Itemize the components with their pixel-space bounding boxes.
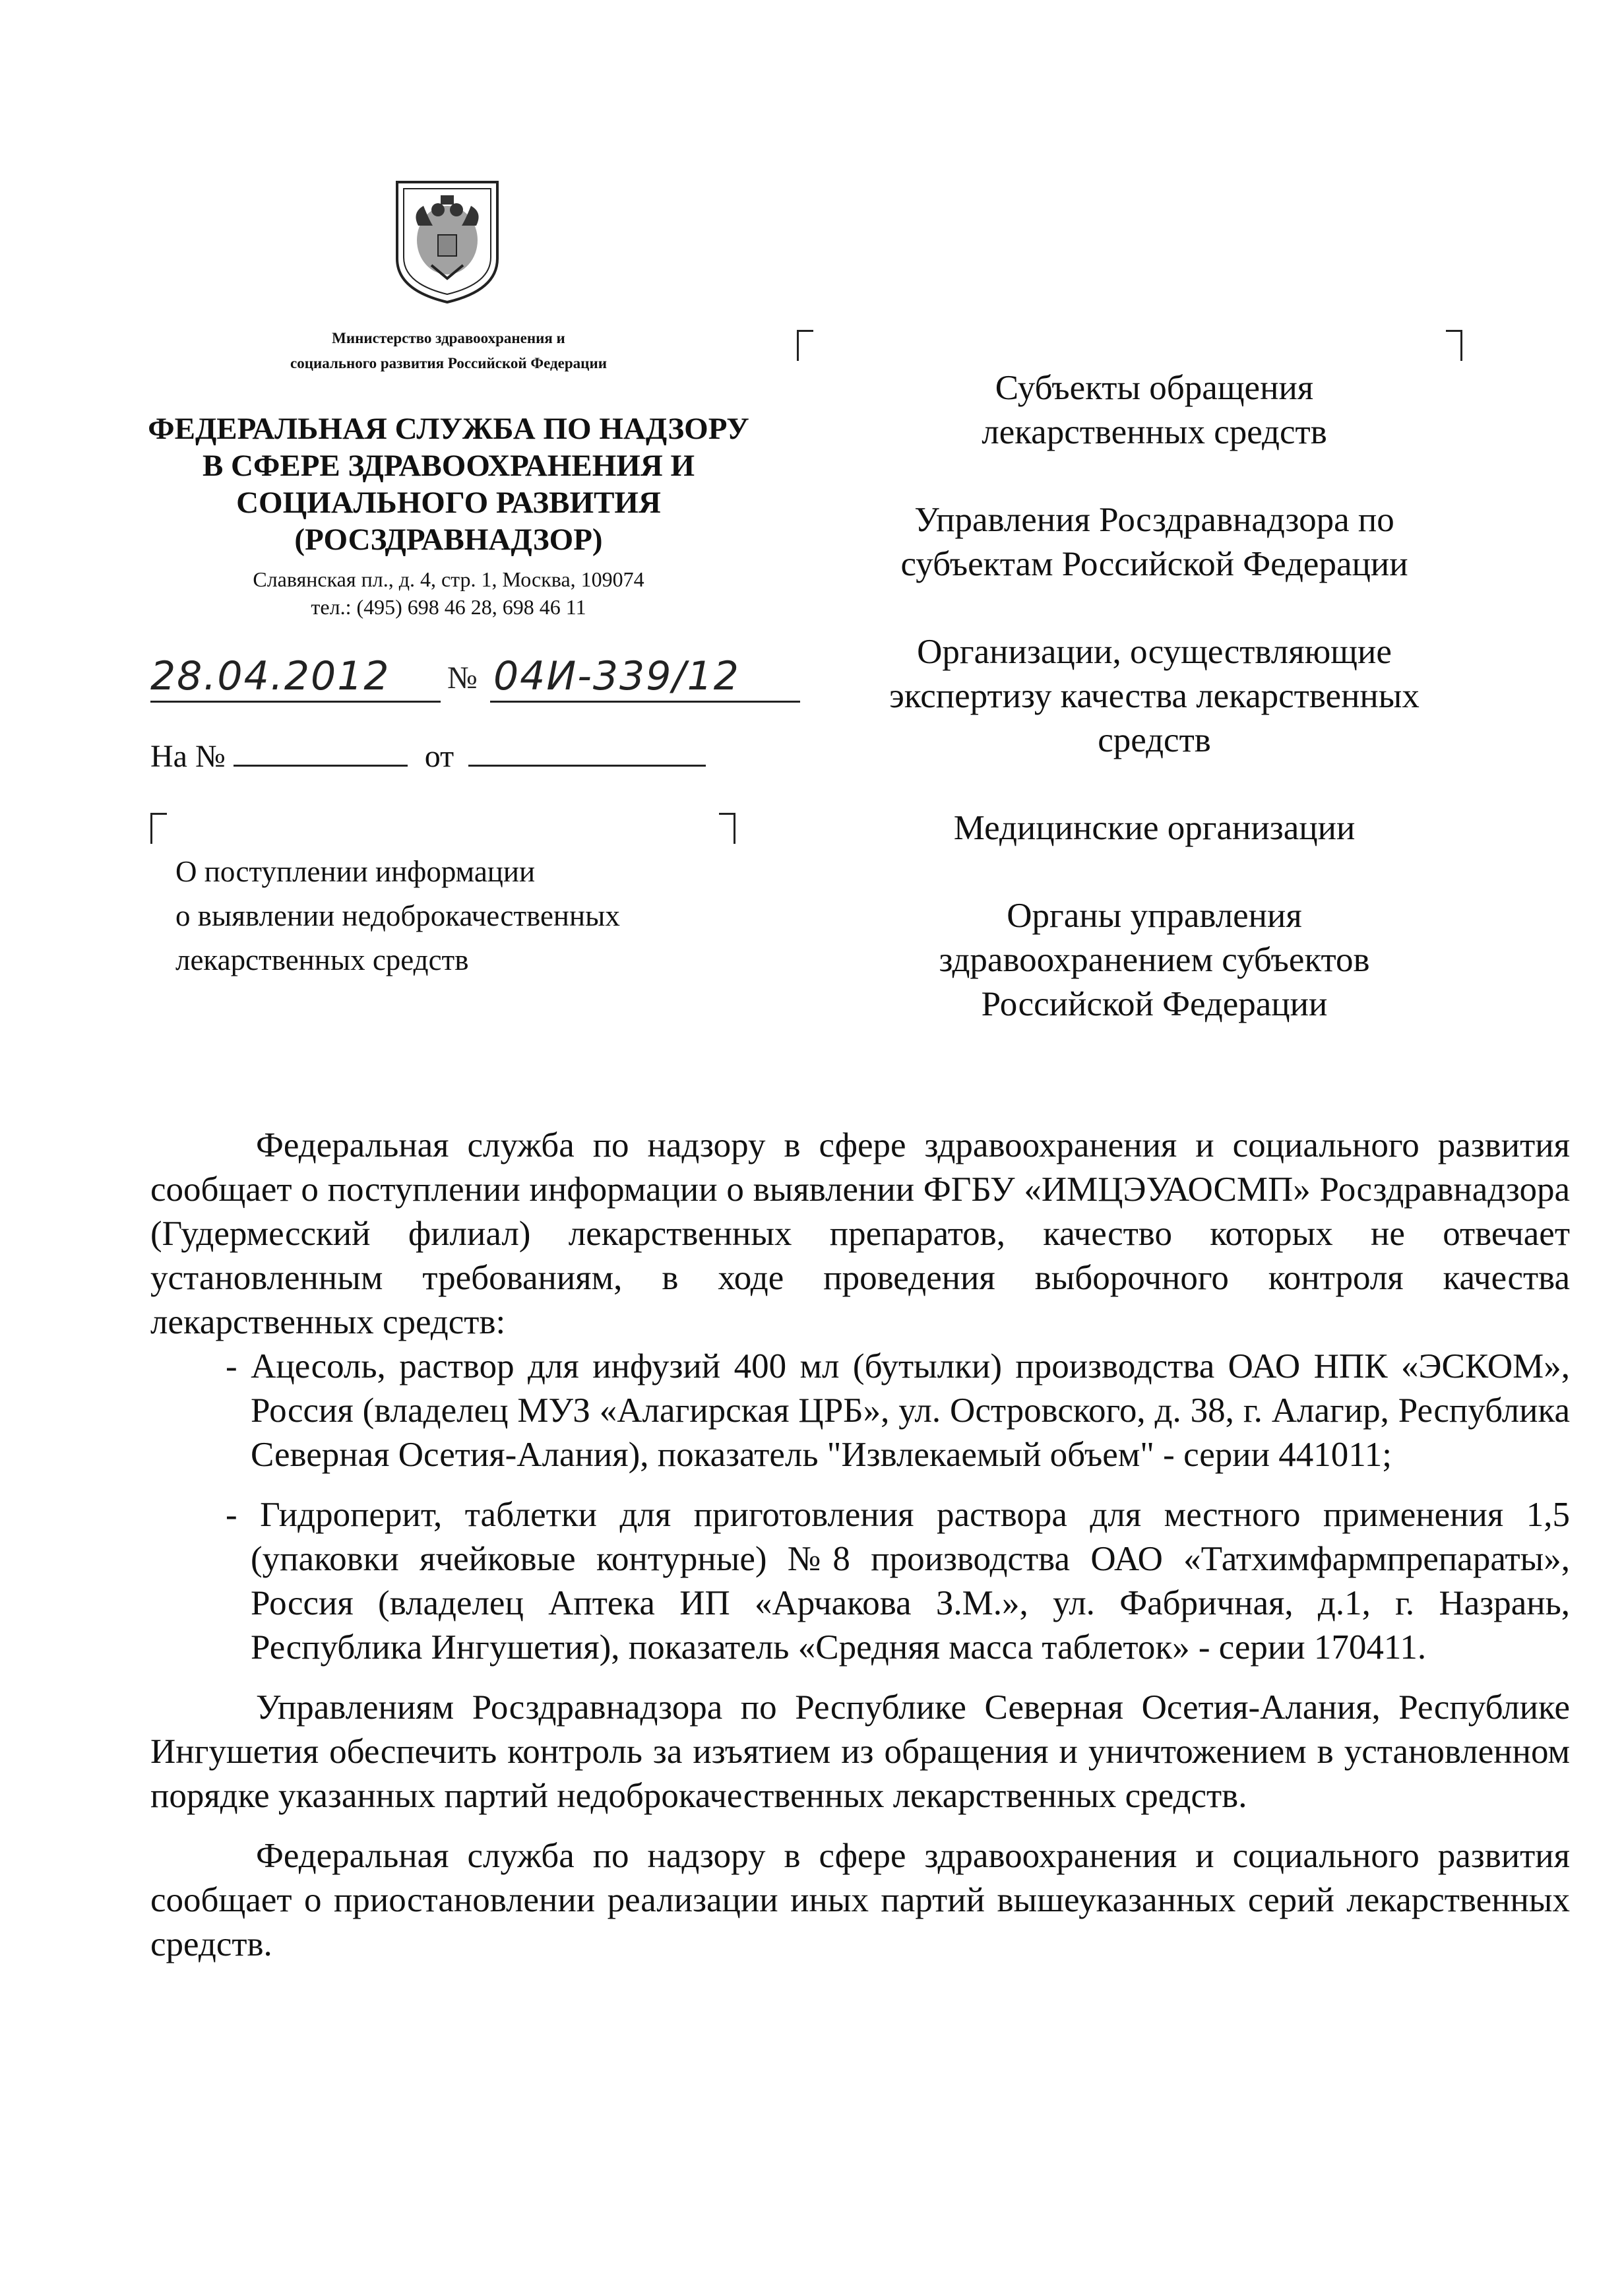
from-label: от xyxy=(424,739,454,774)
bracket-top-right xyxy=(1446,330,1462,361)
number-label: № xyxy=(447,660,478,695)
ministry-line-2: социального развития Российской Федерации xyxy=(290,355,607,371)
address-line: Славянская пл., д. 4, стр. 1, Москва, 109074 xyxy=(253,567,644,591)
recipient-line: Органы управления xyxy=(1007,897,1302,935)
ministry-name xyxy=(152,326,745,376)
eagle-icon xyxy=(392,179,503,305)
agency-line-2: В СФЕРЕ ЗДРАВООХРАНЕНИЯ И xyxy=(202,449,695,483)
agency-address xyxy=(132,565,765,621)
ministry-line-1: Министерство здравоохранения и xyxy=(332,330,565,346)
phone-line: тел.: (495) 698 46 28, 698 46 11 xyxy=(311,595,586,619)
recipient-group xyxy=(825,806,1484,850)
product-item: - Гидроперит, таблетки для приготовления раствора для местного применения 1,5 (упаковки ячейковые контурные) №8 производства ОАО «Татхимфармпрепараты», Россия (владелец Аптека ИП «Арчакова З.М.», ул. Фабричная, д.1, г. Назрань, Республика Ингушетия), показатель «Средняя масса таблеток» - серии 170411. xyxy=(226,1496,1570,1667)
recipient-line: Управления Росздравнадзора по xyxy=(914,501,1394,539)
product-list xyxy=(150,1345,1570,1670)
recipient-group xyxy=(825,894,1484,1027)
ref-date-blank[interactable] xyxy=(468,736,706,767)
ref-label: На № xyxy=(150,739,226,774)
recipient-group xyxy=(825,498,1484,587)
recipient-line: субъектам Российской Федерации xyxy=(900,545,1408,583)
recipient-line: Субъекты обращения xyxy=(995,369,1314,407)
recipient-line: Организации, осуществляющие xyxy=(917,633,1392,671)
bracket-subject-left xyxy=(150,813,167,844)
recipient-group xyxy=(825,630,1484,763)
body-paragraph-3: Федеральная служба по надзору в сфере здравоохранения и социального развития сообщает о приостановлении реализации иных партий вышеуказанных серий лекарственных средств. xyxy=(150,1837,1570,1963)
recipient-line: Медицинские организации xyxy=(953,809,1356,847)
subject-line-3: лекарственных средств xyxy=(175,943,469,976)
bracket-top-left xyxy=(797,330,813,361)
recipient-line: экспертизу качества лекарственных xyxy=(889,677,1420,715)
recipient-line: Российской Федерации xyxy=(981,985,1328,1023)
recipient-line: здравоохранением субъектов xyxy=(939,941,1370,979)
bracket-subject-right xyxy=(719,813,735,844)
ref-number-blank[interactable] xyxy=(234,736,408,767)
recipient-line: лекарственных средств xyxy=(982,413,1327,451)
registration-line xyxy=(150,653,810,713)
coat-of-arms-emblem xyxy=(392,179,503,305)
subject-line-2: о выявлении недоброкачественных xyxy=(175,899,620,932)
recipients-block xyxy=(825,366,1484,1027)
agency-name xyxy=(132,410,765,558)
agency-line-1: ФЕДЕРАЛЬНАЯ СЛУЖБА ПО НАДЗОРУ xyxy=(148,412,749,446)
reference-line xyxy=(150,736,706,775)
agency-line-4: (РОСЗДРАВНАДЗОР) xyxy=(294,523,603,557)
registration-date: 28.04.2012 xyxy=(150,653,390,699)
recipient-group xyxy=(825,366,1484,455)
body-intro: Федеральная служба по надзору в сфере здравоохранения и социального развития сообщает о поступлении информации о выявлении ФГБУ «ИМЦЭУАОСМП» Росздравнадзора (Гудермесский филиал) лекарственных препаратов, качество которых не отвечает установленным требованиям, в ходе проведения выборочного контроля качества лекарственных средств: xyxy=(150,1126,1570,1341)
body-paragraph-2: Управлениям Росздравнадзора по Республике Северная Осетия-Алания, Республике Ингушетия обеспечить контроль за изъятием из обращения и уничтожением в установленном порядке указанных партий недоброкачественных лекарственных средств. xyxy=(150,1688,1570,1815)
letter-subject xyxy=(175,850,723,982)
product-item: - Ацесоль, раствор для инфузий 400 мл (бутылки) производства ОАО НПК «ЭСКОМ», Россия (владелец МУЗ «Алагирская ЦРБ», ул. Островского, д. 38, г. Алагир, Республика Северная Осетия-Алания), показатель "Извлекаемый объем" - серии 441011; xyxy=(226,1347,1570,1474)
letter-body xyxy=(150,1124,1570,1967)
recipient-line: средств xyxy=(1098,721,1211,759)
subject-line-1: О поступлении информации xyxy=(175,855,536,888)
registration-number: 04И-339/12 xyxy=(493,653,740,699)
agency-line-3: СОЦИАЛЬНОГО РАЗВИТИЯ xyxy=(236,486,661,520)
